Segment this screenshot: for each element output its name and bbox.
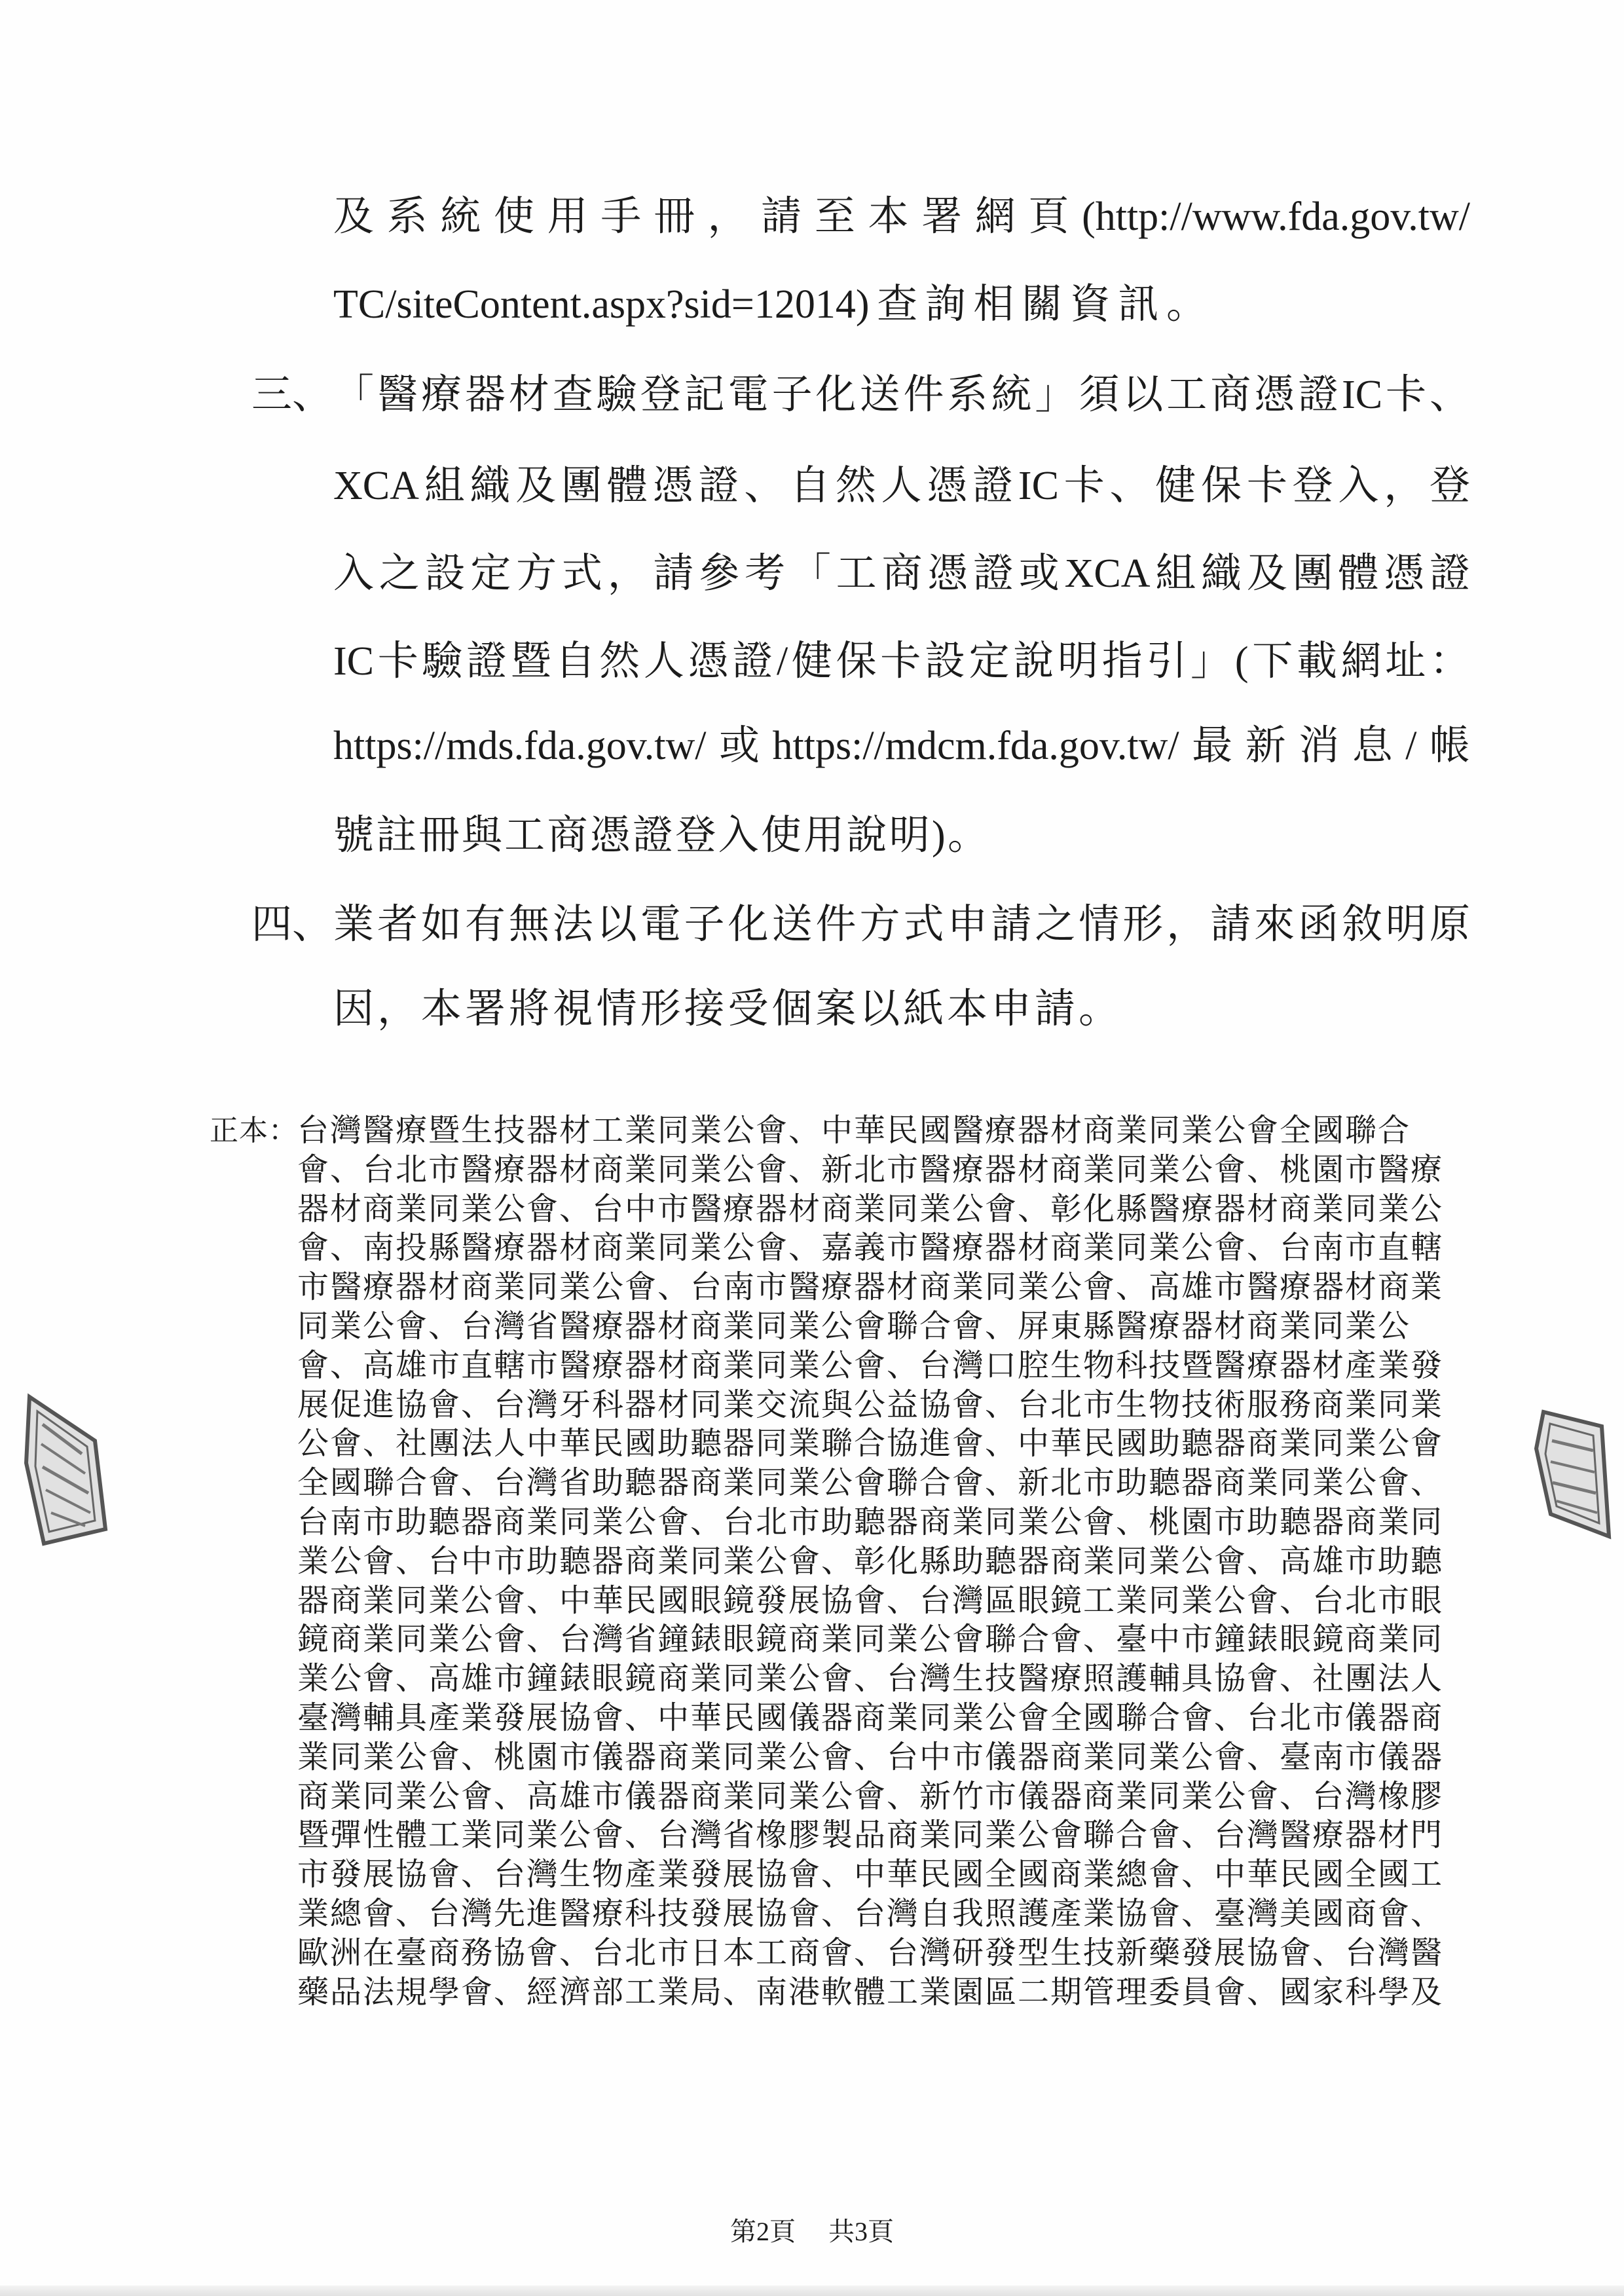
scan-edge-shadow <box>0 2286 1624 2296</box>
distribution-line: 會、高雄市直轄市醫療器材商業同業公會、台灣口腔生物科技暨醫療器材產業發 <box>297 1348 1444 1383</box>
item-3-line-2: XCA組織及團體憑證、自然人憑證IC卡、健保卡登入，登 <box>333 464 1470 508</box>
distribution-line: 藥品法規學會、經濟部工業局、南港軟體工業園區二期管理委員會、國家科學及 <box>297 1974 1444 2010</box>
item-3-line-4: IC卡驗證暨自然人憑證/健保卡設定說明指引」(下載網址： <box>333 639 1470 684</box>
item-3-number: 三、 <box>251 373 333 417</box>
distribution-line: 台南市助聽器商業同業公會、台北市助聽器商業同業公會、桃園市助聽器商業同 <box>297 1504 1444 1540</box>
distribution-label: 正本： <box>210 1115 298 1147</box>
seal-stamp-right <box>1529 1401 1617 1549</box>
distribution-line: 同業公會、台灣省醫療器材商業同業公會聯合會、屏東縣醫療器材商業同業公 <box>297 1308 1411 1344</box>
distribution-line: 暨彈性體工業同業公會、台灣省橡膠製品商業同業公會聯合會、台灣醫療器材門 <box>297 1818 1444 1853</box>
item-4-line-2: 因，本署將視情形接受個案以紙本申請。 <box>333 987 1119 1031</box>
distribution-line: 歐洲在臺商務協會、台北市日本工商會、台灣研發型生技新藥發展協會、台灣醫 <box>297 1935 1444 1971</box>
distribution-line: 公會、社團法人中華民國助聽器同業聯合協進會、中華民國助聽器商業同業公會 <box>297 1426 1444 1462</box>
item-4-number: 四、 <box>251 902 333 947</box>
distribution-line: 鏡商業同業公會、台灣省鐘錶眼鏡商業同業公會聯合會、臺中市鐘錶眼鏡商業同 <box>297 1622 1444 1657</box>
item-4-line-1: 業者如有無法以電子化送件方式申請之情形，請來函敘明原 <box>333 902 1470 947</box>
item-3-line-6: 號註冊與工商憑證登入使用說明)。 <box>333 813 988 858</box>
distribution-line: 台灣醫療暨生技器材工業同業公會、中華民國醫療器材商業同業公會全國聯合 <box>297 1113 1411 1148</box>
item-3-line-3: 入之設定方式，請參考「工商憑證或XCA組織及團體憑證 <box>333 551 1470 596</box>
page-number-footer <box>0 2213 1624 2250</box>
distribution-line: 展促進協會、台灣牙科器材同業交流與公益協會、台北市生物技術服務商業同業 <box>297 1387 1444 1422</box>
distribution-line: 商業同業公會、高雄市儀器商業同業公會、新竹市儀器商業同業公會、台灣橡膠 <box>297 1779 1444 1814</box>
distribution-line: 市發展協會、台灣生物產業發展協會、中華民國全國商業總會、中華民國全國工 <box>297 1857 1444 1893</box>
distribution-line: 市醫療器材商業同業公會、台南市醫療器材商業同業公會、高雄市醫療器材商業 <box>297 1270 1444 1305</box>
distribution-line: 業公會、台中市助聽器商業同業公會、彰化縣助聽器商業同業公會、高雄市助聽 <box>297 1544 1444 1579</box>
distribution-list <box>297 1111 1456 2012</box>
distribution-line: 會、台北市醫療器材商業同業公會、新北市醫療器材商業同業公會、桃園市醫療 <box>297 1152 1444 1187</box>
page-current: 第2頁 <box>730 2217 796 2246</box>
distribution-line: 業公會、高雄市鐘錶眼鏡商業同業公會、台灣生技醫療照護輔具協會、社團法人 <box>297 1661 1444 1697</box>
distribution-line: 業總會、台灣先進醫療科技發展協會、台灣自我照護產業協會、臺灣美國商會、 <box>297 1896 1444 1931</box>
item-3-line-1: 「醫療器材查驗登記電子化送件系統」須以工商憑證IC卡、 <box>333 373 1470 417</box>
item-3-line-5: https://mds.fda.gov.tw/或https://mdcm.fda.gov.tw/最新消息/帳 <box>333 724 1470 768</box>
item-2-line-1: 及系統使用手冊，請至本署網頁(http://www.fda.gov.tw/ <box>333 194 1470 239</box>
distribution-line: 業同業公會、桃園市儀器商業同業公會、台中市儀器商業同業公會、臺南市儀器 <box>297 1739 1444 1775</box>
page-total: 共3頁 <box>828 2217 894 2246</box>
distribution-line: 器商業同業公會、中華民國眼鏡發展協會、台灣區眼鏡工業同業公會、台北市眼 <box>297 1583 1444 1618</box>
distribution-line: 臺灣輔具產業發展協會、中華民國儀器商業同業公會全國聯合會、台北市儀器商 <box>297 1700 1444 1735</box>
distribution-line: 會、南投縣醫療器材商業同業公會、嘉義市醫療器材商業同業公會、台南市直轄 <box>297 1231 1444 1266</box>
distribution-line: 器材商業同業公會、台中市醫療器材商業同業公會、彰化縣醫療器材商業同業公 <box>297 1191 1444 1227</box>
seal-stamp-left <box>20 1385 115 1552</box>
item-2-line-2: TC/siteContent.aspx?sid=12014)查詢相關資訊。 <box>333 282 1207 327</box>
distribution-line: 全國聯合會、台灣省助聽器商業同業公會聯合會、新北市助聽器商業同業公會、 <box>297 1466 1444 1501</box>
